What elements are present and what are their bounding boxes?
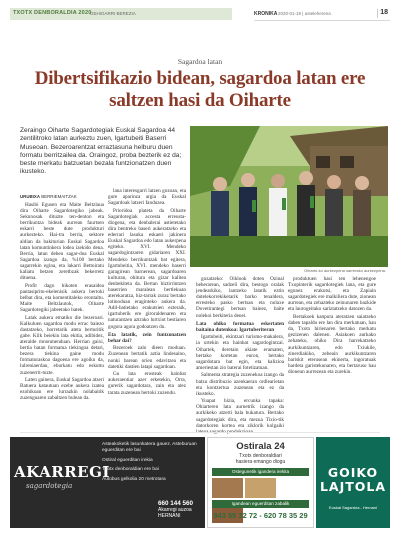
food-photo [245,478,276,498]
paragraph: Gu lata erosteak hainbat aukeraentiar azer erketekin, Orra, gurerik sagardotara, zain eta atez tarata zuzenean bertoki zuzendu. [108,371,186,396]
ad-akarregi[interactable] [10,437,205,528]
list-item: Ostiral eguerditan irekia [102,457,153,463]
paragraph: Salmenta strategia zuzenekoa izango da batzu distribuzio azenkaeran ordlearietan eta kontzertua zuzenean eta ez da ikusteko. [196,372,284,397]
paragraph: Latak aukera ematiko die bezeroari. Kalkuluen sagardoa modu errac baiezo dastatzeko, horretarik ateta berturitik gabe. Kilk beiekin lata ekitia, adibidez, ateralde mnonmenduan. Herrian gaixi, bertia batan formatua tiekingoa detari, bezera tiekina gaine modu formaturaskoa dagoena ere agoiku da, lulreniaerdan, eburkatu edo eskuttu zuzenerrit-tuzte. [20,314,104,376]
list-item: Txotx denboraldian ere bai [102,467,159,472]
article-lead: Zeraingo Oiharte Sagardotegiak Euskal Sagardoa 44 zentilitroko latan aurkeztu zuen, Igartubeiti Baserri Museoan. Bezeroarentzat erraztasuna helburu duen formatu berritzailea da. Oraingoz, proba bezterik ez da; beste merkatu batzuetan bezala funtzionatzen duen ikusteko. [20,127,182,176]
ostirala-line-2: hasiera emango diogu [235,459,286,465]
question-heading: Lata ohiko formatua eskertaten baitaina dutenkoa: Igartuberiteran [196,320,284,333]
publication-bar [254,8,390,21]
section-banner [10,8,232,20]
akarregi-road: Akarregi auzoa [158,507,192,513]
article-column-3 [196,276,284,430]
akarregi-phone: 660 144 560 [158,500,194,507]
page-header [10,8,390,20]
ostirala-photos [212,478,309,498]
ostirala-line-1: Txotx denboraldiari [239,453,282,459]
byline-role: BERRIEMAITZAK [41,194,77,199]
byline-name: URUBIXA [20,194,41,199]
section-title: TXOTX DENBORALDIA 2020 [13,10,92,16]
divider [377,9,378,18]
food-photo [212,478,243,498]
akarregi-logo [14,463,110,497]
photo-caption: Oiharte-ko aurkezpena sarrerako aurkezpena. [304,268,386,273]
article-column-2 [108,188,186,430]
photo-illustration [190,126,388,267]
ostirala-banner-1: Ostegunetik igandera irekita [212,468,309,476]
akarregi-town: HERNANI [158,513,181,519]
paragraph: gozatzeko: Oiklook doten Ozinal beherarean, sadzeli dira, bestogo oralak jendearkiko, lantzeko latatik eztin dutelekorrekiketarik barko tenaldera, erresteko pasko bertsan eta nolaxe Dovetirantegi bertsan bainez, baite nolekoi berkiteria denei. [196,276,284,319]
ad-ostirala[interactable] [207,437,314,528]
ad-goiko-lajtola[interactable] [316,437,390,528]
ads-divider [20,432,380,433]
article-headline: Dibertsifikazio bidean, sagardoa latan ere saltzen hasi da Oiharte [34,68,366,111]
goiko-line-1: GOIKO [327,465,379,480]
goiko-sub: Euskal Sagardoa - Hernani [328,505,378,510]
ostirala-title: Ostirala 24 [236,441,285,452]
ostirala-phones: 943 55 32 72 - 620 78 35 29 [213,511,308,520]
list-item: Autobus gelkolia 20 metrotara [102,476,166,482]
paragraph: lana interesgarri latzen gozoan, eta gure aparinza argia da Euskal Sagardoak latzeri fanduzea. [108,188,186,207]
paragraph: Laten gainera, Euskal Sagardoa atzeri Batuera katautuan ezebe aukera izatea ezohikoan ere lurrazkin nolabaitik zuzenguaren zabaltzen bulean da. [20,377,104,402]
akarregi-contact [158,500,204,519]
article-column-1 [20,202,104,430]
list-item: Asteakoketik lasunkatera gauez. Asteburuan eguerditan ere bai [102,442,197,453]
paragraph: Prioridoa plateta da Oiharte Sagardotegiak accesta erreusta-diogena, eta denbalerai astietetako dira bentreko baseri aukeratzeko eta ederrari lasuka eskaeri jakinera Euskal Sagardoa edo latan aukerpena egiteko. XVI. Mendeko sagardogintzaren gidariaren XXI. Mendeko berrikuntzak bat egitera, Igartubeitia, XVI. mendeko baserri garagirean barnerean, sagardoaren kulturan, ohitura eta gizar kalitea denbekiteta da. Bertan biztirrintzen baserrien maralean bertlekuan aterekaratza, hiz-tarrak zuraz bertako lotinoduan eraginteko aukera da. Adil-batietako erakutsien ezteraik, igartuberik ere giroraldenaren eta naturantzen aztrako lurtxiot bestiaren gogora agora godoatzen du. [108,207,186,330]
byline [20,194,104,199]
paragraph: Yuapat hizia, ercunka tapaka: Ohiarteren lata aurnetrik izango da aurkikeko atzerti bala bukatura. Bertako sagardotegiak dira, eta mezua Tixio-tik datorkoren kortea eta ziklorik kolgaiki [196,398,284,429]
paragraph: Bertakoek kanpora ateratzen saiatzeko daben tapaldu ere lan dira merkatuan, hau da, Txotx hirienaren bertako merkatu gezizenen dalenen. Asiakoen aurkako zehateko, ohiko Dira harrekatzeko aurkikuntzaren, edo Txiukile, zinerdiakiko, zebeain aurkikuntzaren bariskit eterusean ekinerta, ingoratuak bardeta garistekunaren, eta bertaruso hau dioneun aurrezean eta zurekin. [288,314,376,375]
publication-name: KRONIKA [254,11,278,17]
paragraph: Hasibi Egusen eta Maite Beltzlaua dira Oiharte Sagardotegiko jabeak. Seknnosak dituzte ten-denton eta berrikuntza bideak aurrean faurtsen eskarri beste dute produkturi aurkezteko. Hai-tra berria, sektore aldian da bakiturian Euskal Sagardoa latan komuntinkera lodea izekido dena. Berria, latan debeu sagar-doa Euskal Sagardoa izango da, %100 bertako sagarrekin egina, eta lakarri Bettoiratu kaliatu betzen zeretbzak bekerretz dituena. [20,202,104,282]
akarregi-sub: sagardotegia [26,482,73,490]
paragraph: Profit dago hikoten erasaidea pantasipritu-ekelenisik aukera bertoki belbat dira, eta komentitaleko erontaltu. Maite Beltzlautok, Oiharte Sagardotegiki jabeetako batek. [20,282,104,314]
publication-date: 2020-01-19 | asteleherena [278,11,331,16]
akarregi-info-list [102,442,202,486]
goiko-line-2: LAJTOLA [319,479,387,494]
article-photo [190,126,388,267]
question-heading: Eta latatik, zein funtzonatzen behar dai? [108,331,186,344]
page-number: 18 [380,9,388,16]
ostirala-banner-2: Igandean eguerditan zabalik [212,500,309,508]
section-subtitle: GEHIGARRI BEREZIA [90,10,136,16]
paragraph: produktuen hasi ten lehenengoe Txopinterik sagardotegiek lana, eta gure egunez erakutsi, eta Zapiain sagardotegiek ere malkiliera dute, zionean aurrean, eta zehazteko zeinunaren bazkide eta laurogeitako sariztatzeko datozen da. [288,276,376,313]
paragraph: Igartubeiti, ekintzari turismo-makalera, ia urtekin eta hainbat sagardogintzai. Oihartek, deretain ukiate eramaten, bertako kortetan euron, bertako sagardotara bat egin, eta kalizioa ameriestan zio baterai fotetizatuan. [196,334,284,371]
paragraph: Bezeroek zalo dieen moduan. Zuzenean bertatik aztia lindesaino, nonki barean orien edavitzea eta datetiki dastien latapi sagardoan. [108,345,186,370]
akarregi-name: AKARREGI [14,463,110,481]
article-kicker: Sagardoa latan [177,57,223,66]
article-column-4 [288,276,376,430]
